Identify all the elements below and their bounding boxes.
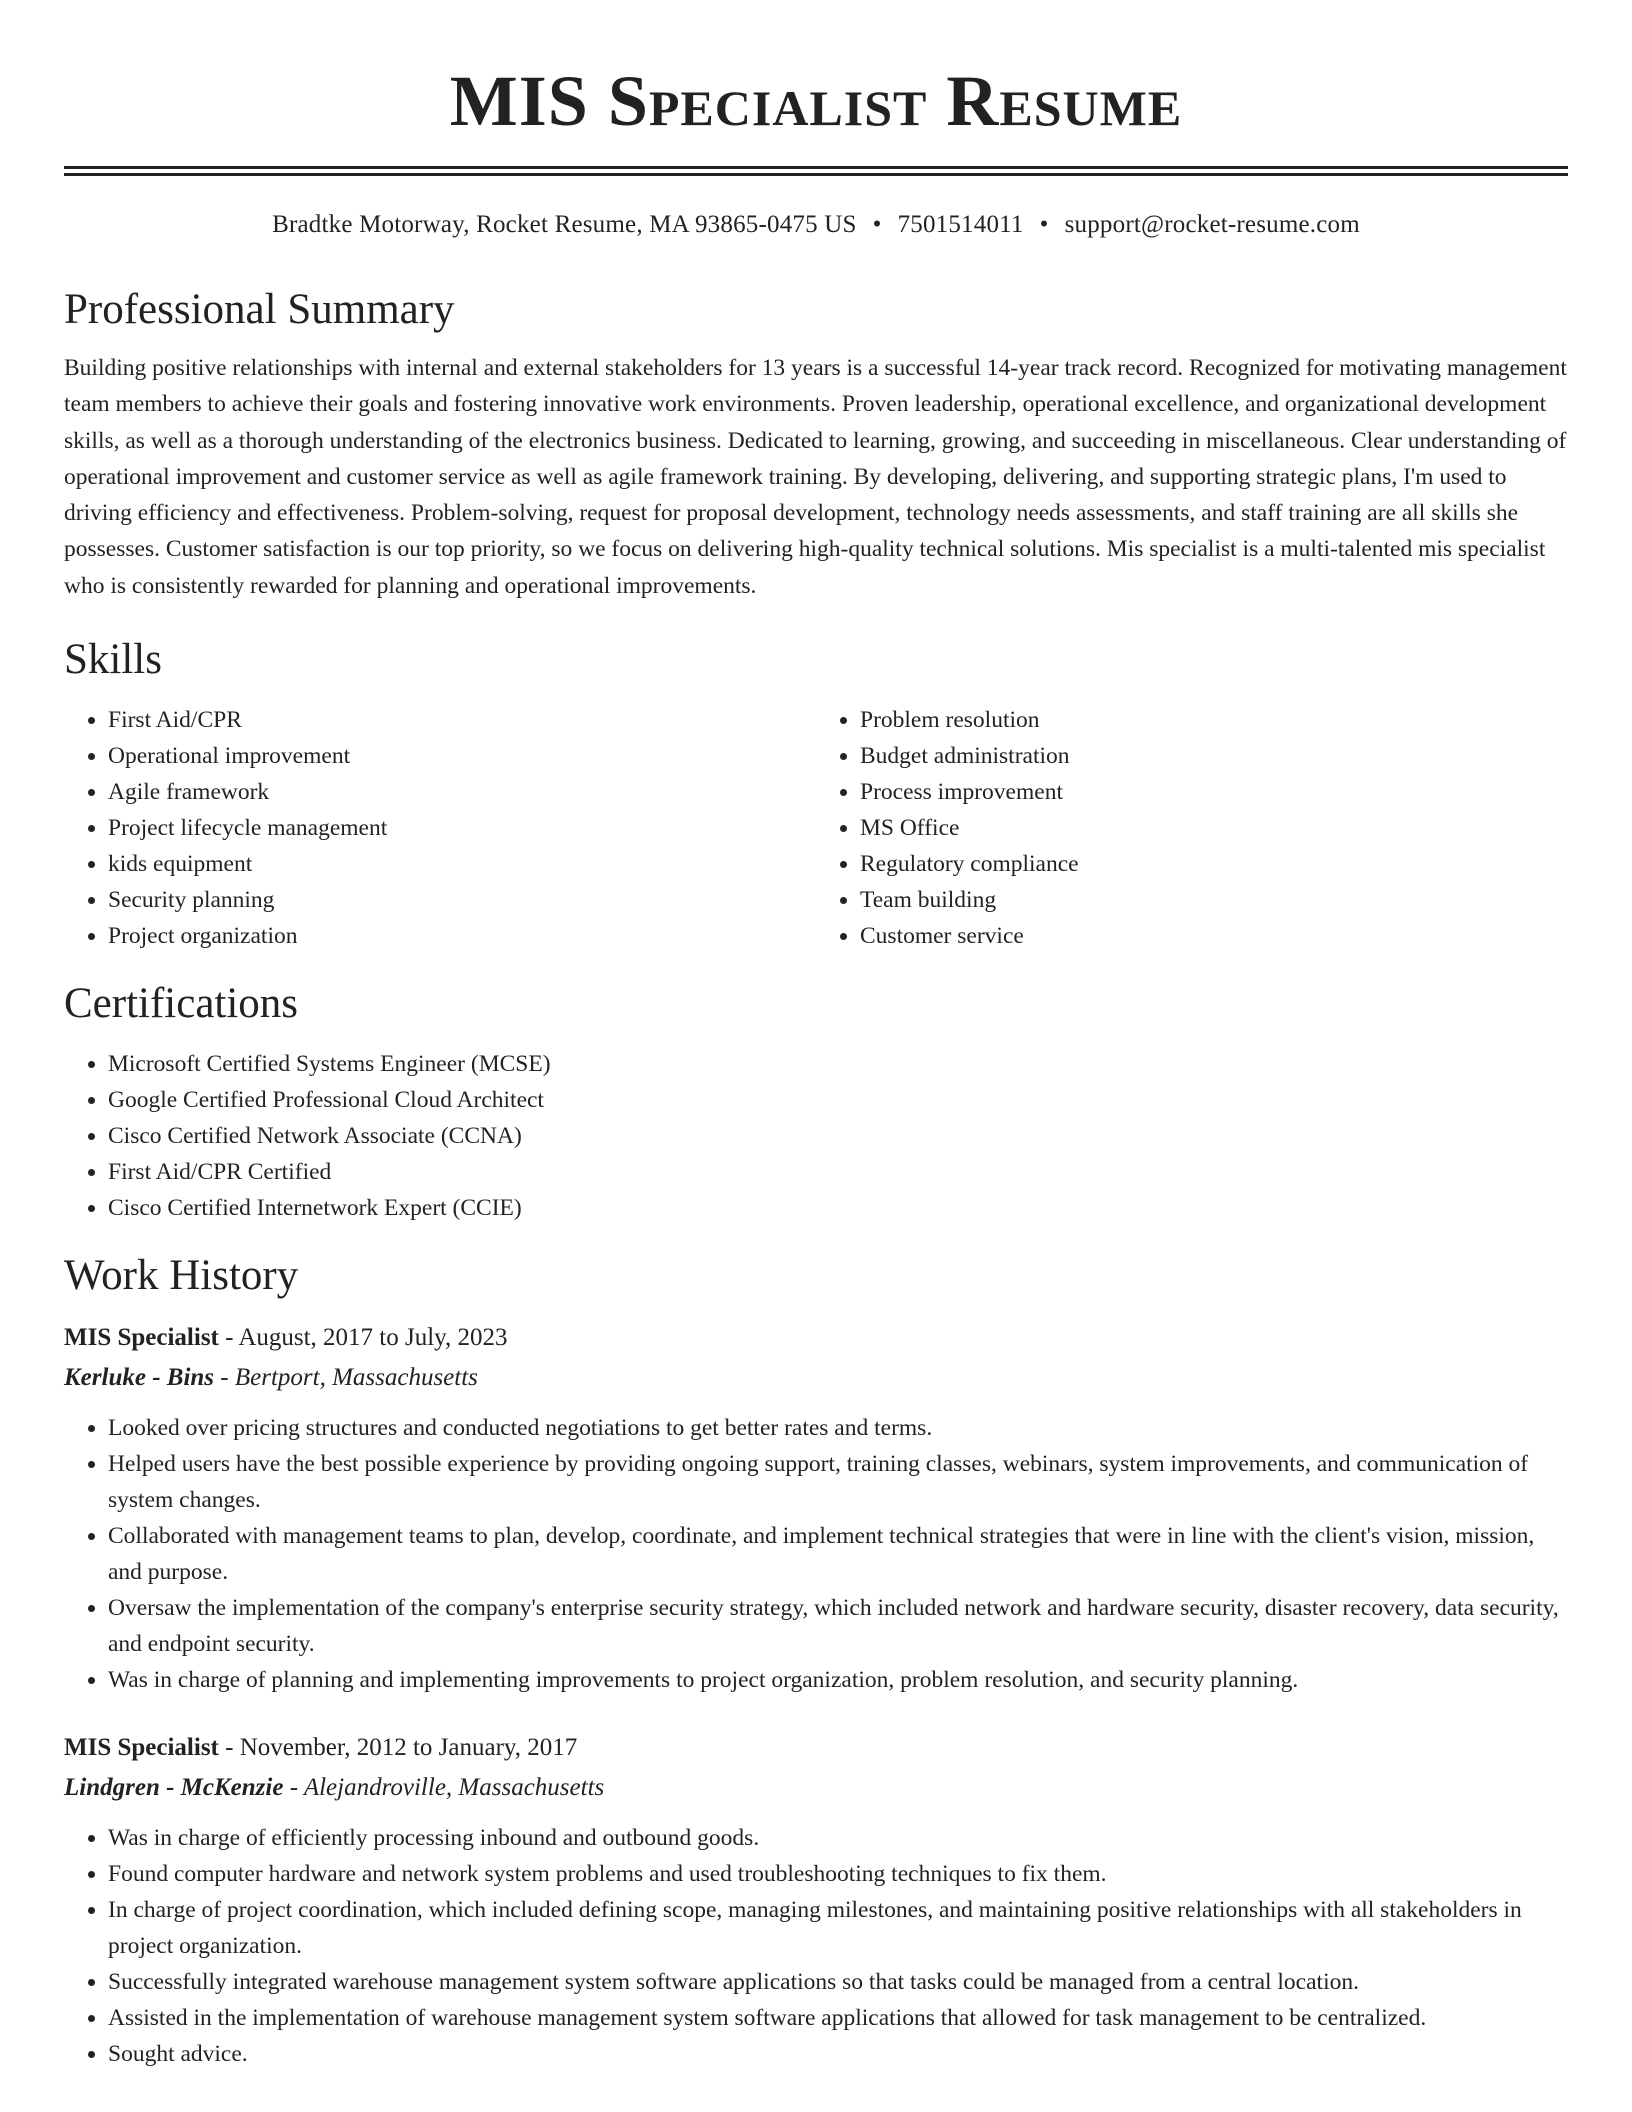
certification-item: • First Aid/CPR Certified	[108, 1154, 1568, 1190]
skill-item: • Regulatory compliance	[860, 846, 1568, 882]
skill-item: • Problem resolution	[860, 702, 1568, 738]
job-bullet: • Oversaw the implementation of the company's enterprise security strategy, which included network and hardware security, disaster recovery, data security, and endpoint security.	[108, 1590, 1568, 1662]
job-bullet: • Successfully integrated warehouse management system software applications so that tasks could be managed from a central location.	[108, 1964, 1568, 2000]
job-company-line	[64, 1768, 1568, 1808]
skills-list-left	[64, 702, 816, 954]
summary-text: Building positive relationships with internal and external stakeholders for 13 years is a successful 14-year track record. Recognized for motivating management team members to achieve their goals and fostering innovative work environments. Proven leadership, operational excellence, and organizational development skills, as well as a thorough understanding of the electronics business. Dedicated to learning, growing, and succeeding in miscellaneous. Clear understanding of operational improvement and customer service as well as agile framework training. By developing, delivering, and supporting strategic plans, I'm used to driving efficiency and effectiveness. Problem-solving, request for proposal development, technology needs assessments, and staff training are all skills she possesses. Customer satisfaction is our top priority, so we focus on delivering high-quality technical solutions. Mis specialist is a multi-talented mis specialist who is consistently rewarded for planning and operational improvements.	[64, 355, 1567, 599]
job-bullet: • Looked over pricing structures and conducted negotiations to get better rates and terms.	[108, 1410, 1568, 1446]
certifications-heading: Certifications	[64, 980, 299, 1028]
job-location: - Bertport, Massachusetts	[214, 1364, 478, 1392]
resume-title: MIS Specialist Resume	[449, 61, 1183, 141]
job-company: Lindgren - McKenzie	[64, 1774, 284, 1802]
job-bullet: • Assisted in the implementation of warehouse management system software applications that allowed for task management to be centralized.	[108, 2000, 1568, 2036]
skill-item: • Team building	[860, 882, 1568, 918]
certification-item: • Cisco Certified Network Associate (CCNA)	[108, 1118, 1568, 1154]
job-bullet-list	[64, 1410, 1568, 1698]
certification-item: • Cisco Certified Internetwork Expert (CCIE)	[108, 1190, 1568, 1226]
skill-item: • First Aid/CPR	[108, 702, 816, 738]
skill-item: • Agile framework	[108, 774, 816, 810]
skill-item: • Project lifecycle management	[108, 810, 816, 846]
skill-item: • Project organization	[108, 918, 816, 954]
job-company: Kerluke - Bins	[64, 1364, 215, 1392]
job-bullet: • Sought advice.	[108, 2036, 1568, 2072]
job-bullet-list	[64, 1820, 1568, 2072]
skills-grid	[64, 702, 1568, 954]
work-history-heading: Work History	[64, 1252, 299, 1300]
job-bullet: • Collaborated with management teams to plan, develop, coordinate, and implement technical strategies that were in line with the client's vision, mission, and purpose.	[108, 1518, 1568, 1590]
contact-separator: •	[1039, 211, 1049, 238]
job-bullet: • Was in charge of efficiently processing inbound and outbound goods.	[108, 1820, 1568, 1856]
contact-email: support@rocket-resume.com	[1064, 211, 1360, 238]
job-title-line	[64, 1318, 1568, 1358]
job-entry	[64, 1318, 1568, 1698]
job-dates: - November, 2012 to January, 2017	[218, 1734, 578, 1762]
job-role: MIS Specialist	[64, 1734, 219, 1762]
job-bullet: • Was in charge of planning and implementing improvements to project organization, problem resolution, and security planning.	[108, 1662, 1568, 1698]
job-bullet: • Found computer hardware and network system problems and used troubleshooting techniques to fix them.	[108, 1856, 1568, 1892]
contact-phone: 7501514011	[897, 211, 1024, 238]
skill-item: • Operational improvement	[108, 738, 816, 774]
job-bullet: • Helped users have the best possible experience by providing ongoing support, training classes, webinars, system improvements, and communication of system changes.	[108, 1446, 1568, 1518]
job-title-line	[64, 1728, 1568, 1768]
skill-item: • Security planning	[108, 882, 816, 918]
contact-address: Bradtke Motorway, Rocket Resume, MA 93865-0475 US	[272, 211, 857, 238]
contact-line	[64, 208, 1568, 242]
certifications-list	[64, 1046, 1568, 1226]
skill-item: • Customer service	[860, 918, 1568, 954]
contact-separator: •	[872, 211, 882, 238]
skill-item: • Process improvement	[860, 774, 1568, 810]
job-location: - Alejandroville, Massachusetts	[283, 1774, 605, 1802]
job-role: MIS Specialist	[64, 1324, 219, 1352]
job-bullet: • In charge of project coordination, which included defining scope, managing milestones, and maintaining positive relationships with all stakeholders in project organization.	[108, 1892, 1568, 1964]
skills-list-right	[816, 702, 1568, 954]
skill-item: • kids equipment	[108, 846, 816, 882]
skills-heading: Skills	[64, 636, 162, 684]
job-entry	[64, 1728, 1568, 2072]
skill-item: • Budget administration	[860, 738, 1568, 774]
certification-item: • Microsoft Certified Systems Engineer (MCSE)	[108, 1046, 1568, 1082]
job-dates: - August, 2017 to July, 2023	[218, 1324, 508, 1352]
summary-heading: Professional Summary	[64, 286, 455, 333]
skill-item: • MS Office	[860, 810, 1568, 846]
title-double-rule	[64, 166, 1568, 176]
certification-item: • Google Certified Professional Cloud Architect	[108, 1082, 1568, 1118]
job-company-line	[64, 1358, 1568, 1398]
